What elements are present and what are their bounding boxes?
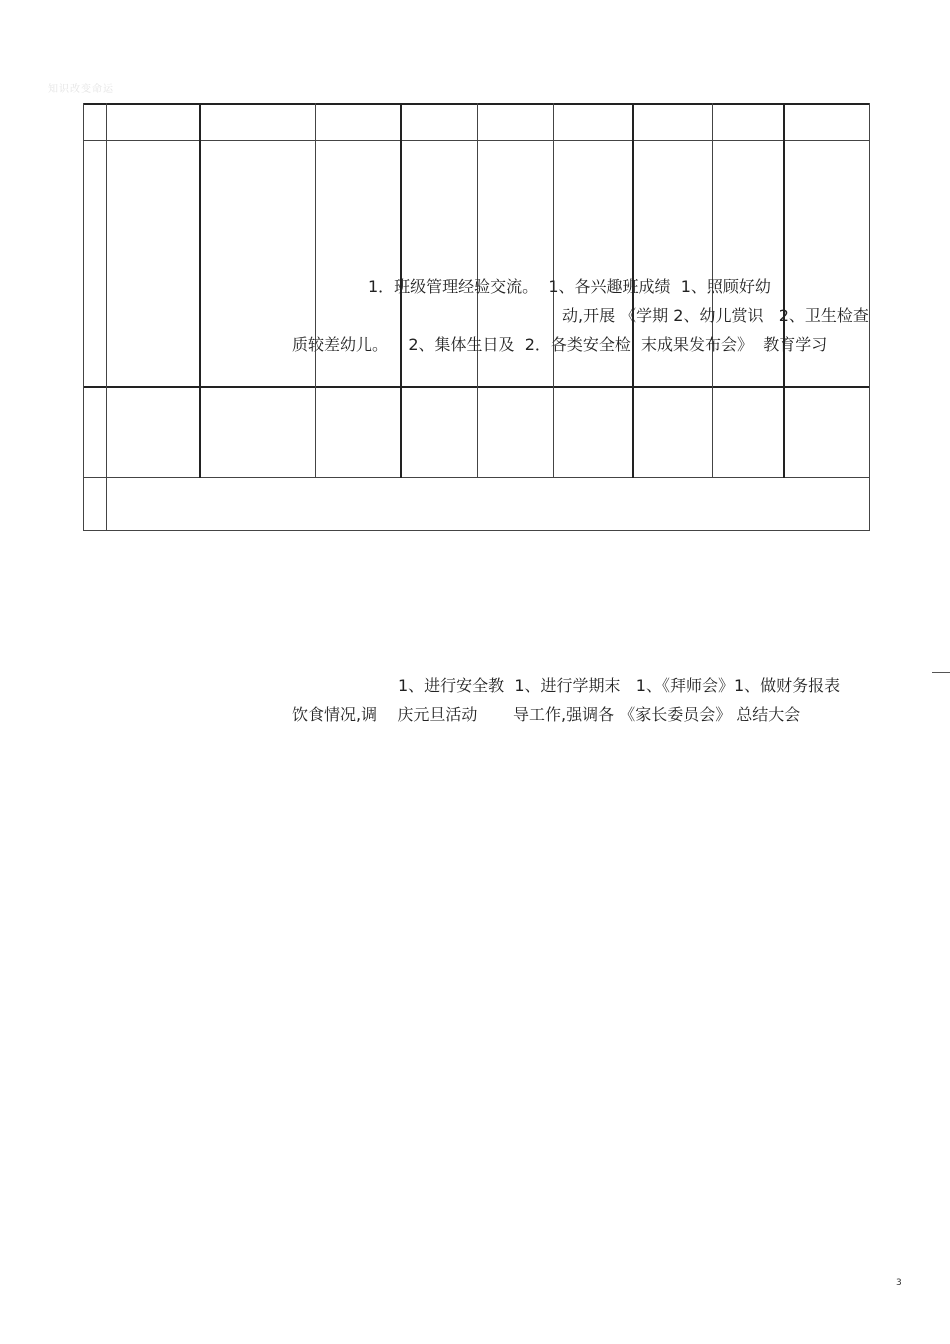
table-column-divider [106,103,107,531]
table-left-border [83,103,84,531]
table-text-line-1: 1．班级管理经验交流。 1、各兴趣班成绩 1、照顾好幼 [368,277,771,296]
table-bottom-border [83,530,870,531]
table-right-border [869,103,870,531]
margin-mark [932,672,950,673]
header-watermark: 知识改变命运 [48,84,114,95]
table-column-divider [315,103,316,478]
table-column-divider [199,103,201,478]
lower-text-line-2: 饮食情况,调 庆元旦活动 导工作,强调各 《家长委员会》 总结大会 [292,705,801,724]
page-number: 3 [896,1278,902,1288]
table-column-divider [783,103,785,478]
lower-text-line-1: 1、进行安全教 1、进行学期末 1、《拜师会》1、做财务报表 [398,676,841,695]
table-text-line-3: 质较差幼儿。 2、集体生日及 2．各类安全检 末成果发布会》 教育学习 [292,335,828,354]
table-text-line-2: 动,开展 《学期 2、幼儿赏识 2、卫生检查 [562,306,869,325]
